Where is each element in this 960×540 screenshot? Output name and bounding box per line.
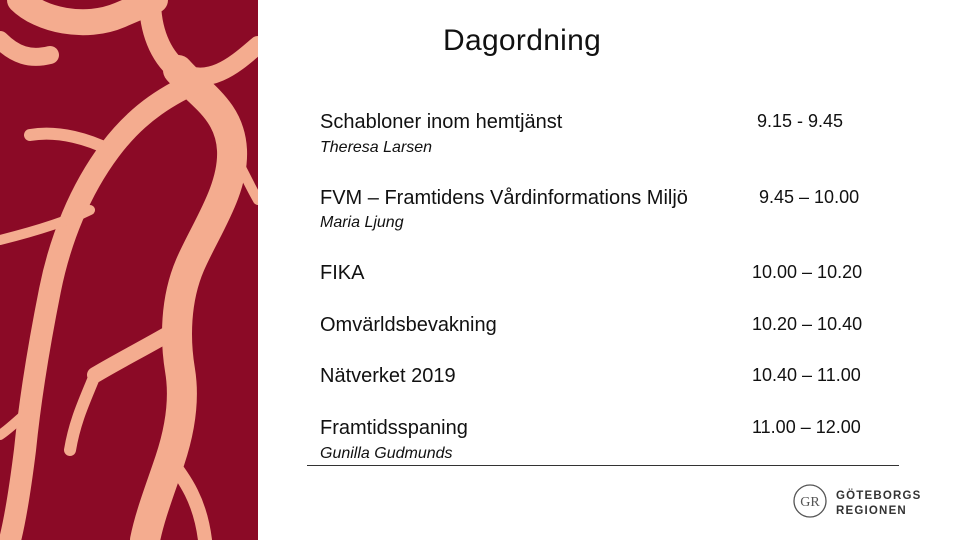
river-pattern-graphic (0, 0, 258, 540)
logo-line-2: REGIONEN (836, 505, 907, 517)
logo-line-1: GÖTEBORGS (836, 490, 922, 502)
agenda-item-time: 10.40 – 11.00 (752, 365, 861, 385)
divider-line (307, 465, 899, 466)
agenda-item-title: Schabloner inom hemtjänst (320, 111, 563, 133)
decorative-side-panel (0, 0, 258, 540)
agenda-item-title: Omvärldsbevakning (320, 314, 497, 336)
agenda-item-speaker: Gunilla Gudmunds (320, 445, 453, 462)
logo-circle-icon (792, 483, 828, 519)
agenda-item-time: 10.00 – 10.20 (752, 262, 863, 282)
slide-title: Dagordning (443, 24, 602, 57)
goteborgsregionen-logo (792, 483, 922, 523)
logo-text (836, 489, 922, 519)
agenda-item-time: 10.20 – 10.40 (752, 314, 863, 334)
agenda-item-title: FVM – Framtidens Vårdinformations Miljö (320, 187, 688, 209)
agenda-item-title: Nätverket 2019 (320, 365, 456, 387)
agenda-item-time: 9.45 – 10.00 (759, 187, 860, 207)
agenda-item-time: 9.15 - 9.45 (757, 111, 844, 131)
agenda-item-speaker: Maria Ljung (320, 214, 404, 231)
logo-mark-text: GR (800, 495, 820, 510)
agenda-item-time: 11.00 – 12.00 (752, 417, 861, 437)
agenda-item-title: FIKA (320, 262, 365, 284)
agenda-item-title: Framtidsspaning (320, 417, 468, 439)
agenda-item-speaker: Theresa Larsen (320, 139, 433, 156)
